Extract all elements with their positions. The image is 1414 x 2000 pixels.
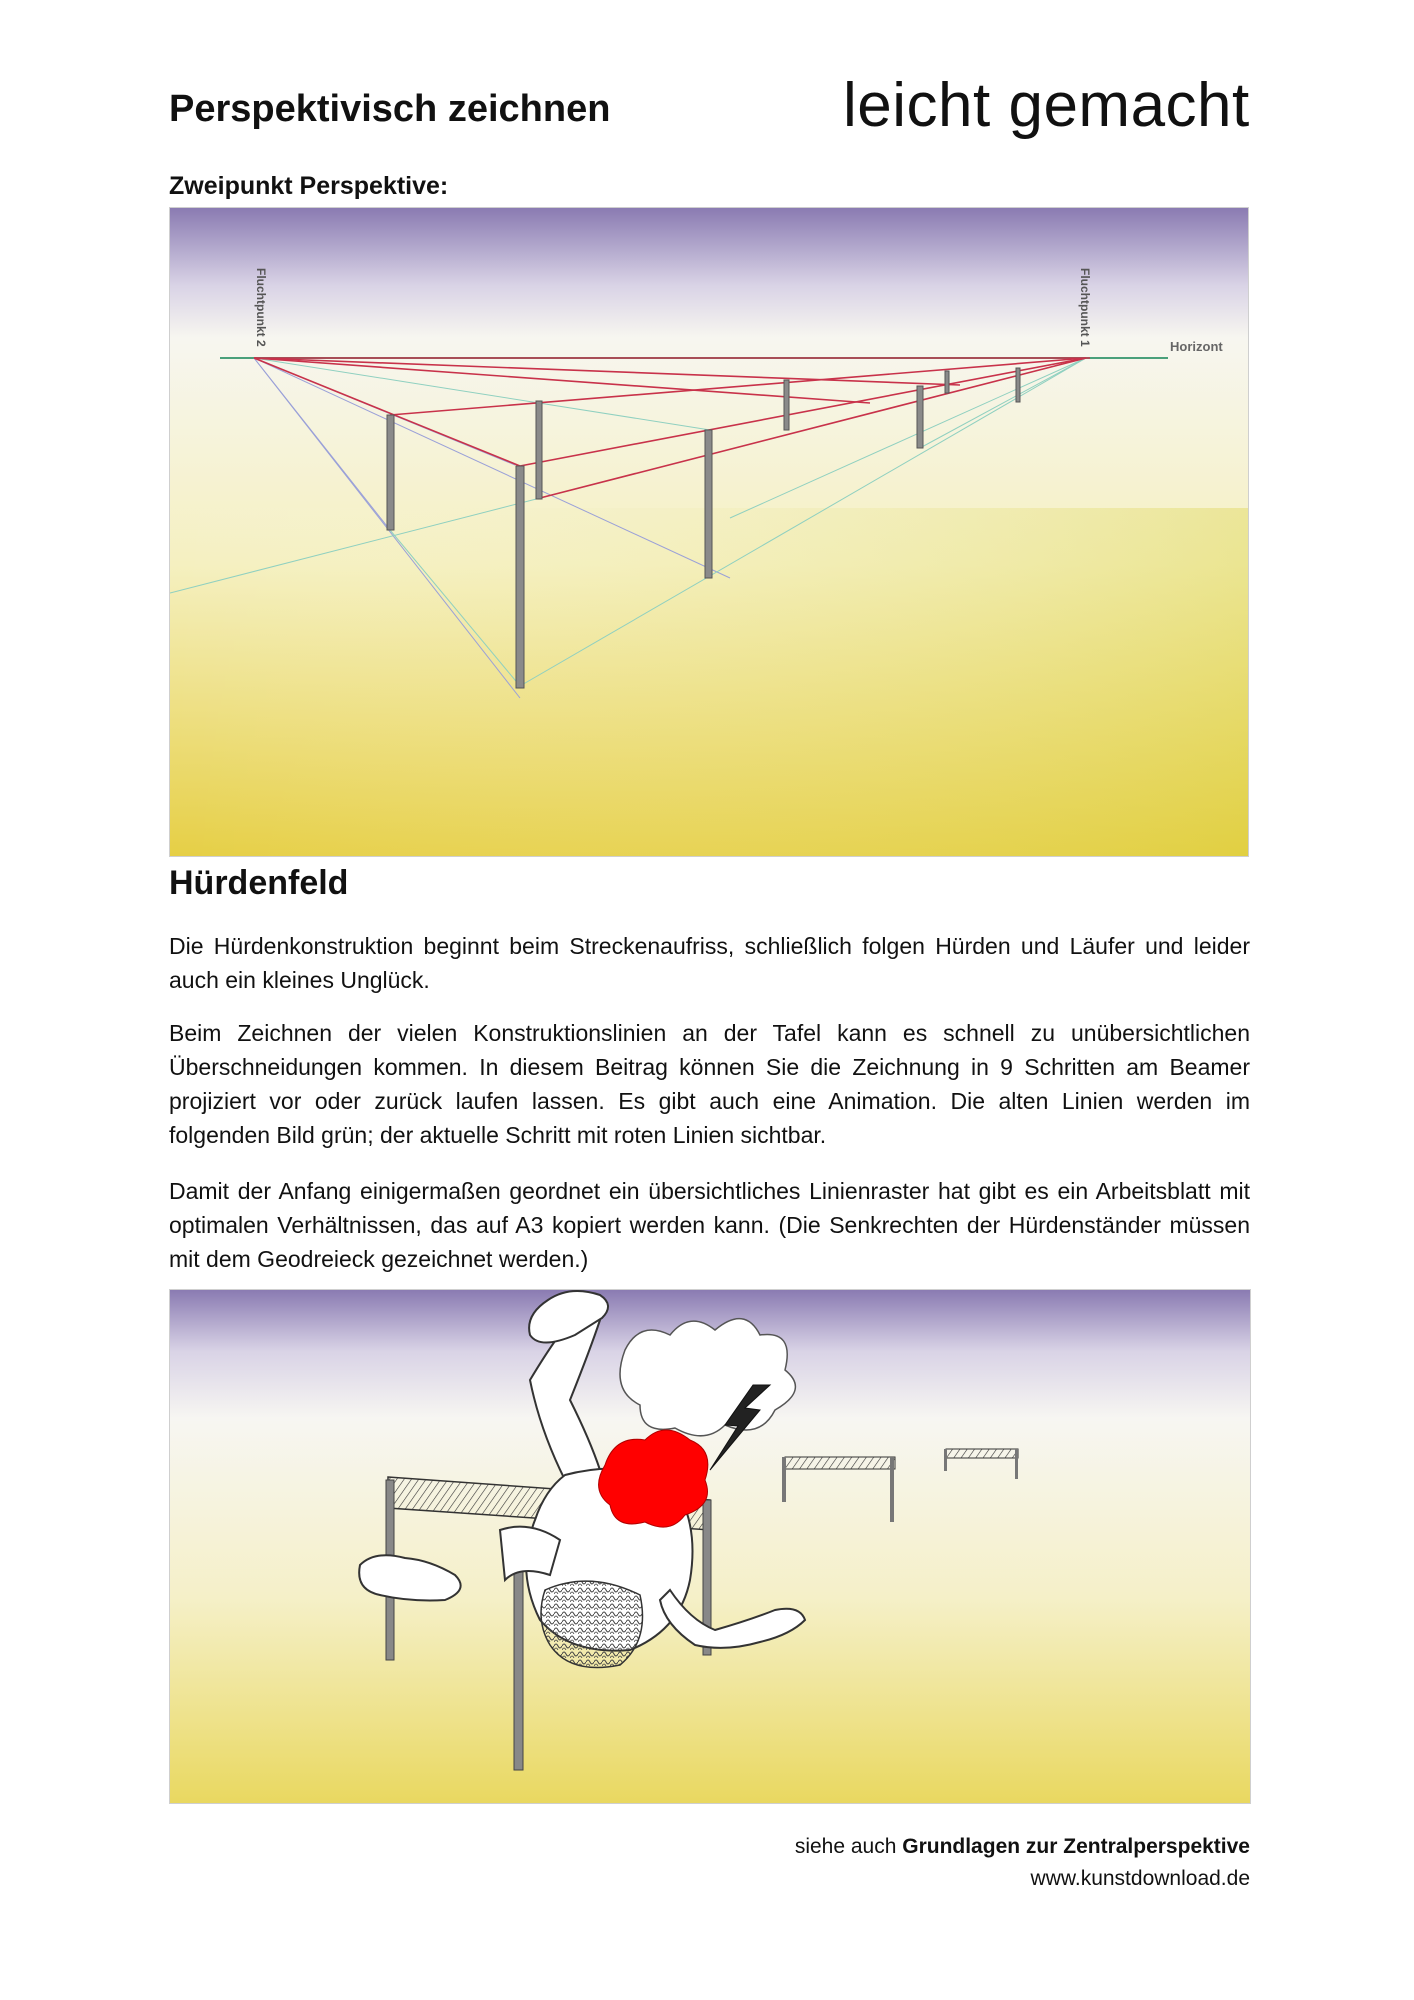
post bbox=[784, 380, 789, 430]
body-paragraph: Damit der Anfang einigermaßen geordnet ein übersichtliches Linienraster hat gibt es ein Arbeitsblatt mit optimalen Verhältnissen, das auf A3 kopiert werden kann. (Die Senkrechten der Hürdenständer müssen mit dem Geodreieck gezeichnet werden.) bbox=[169, 1178, 1250, 1272]
see-also-link[interactable]: Grundlagen zur Zentralperspektive bbox=[902, 1835, 1250, 1858]
post bbox=[516, 466, 524, 688]
body-paragraph: Die Hürdenkonstruktion beginnt beim Streckenaufriss, schließlich folgen Hürden und Läufer und leider auch ein kleines Unglück. bbox=[169, 933, 1250, 993]
page-tagline: leicht gemacht bbox=[843, 71, 1250, 140]
section-heading: Hürdenfeld bbox=[169, 864, 349, 902]
post bbox=[945, 371, 949, 393]
see-also-line bbox=[795, 1835, 1250, 1859]
post bbox=[536, 401, 542, 499]
body-paragraph: Beim Zeichnen der vielen Konstruktionslinien an der Tafel kann es schnell zu unübersichtlichen Überschneidungen kommen. In diesem Beitrag können Sie die Zeichnung in 9 Schritten am Beamer projiziert vor oder zurück laufen lassen. Es gibt auch eine Animation. Die alten Linien werden im folgenden Bild grün; der aktuelle Schritt mit roten Linien sichtbar. bbox=[169, 1020, 1250, 1148]
footer-url[interactable]: www.kunstdownload.de bbox=[1030, 1867, 1250, 1890]
vanishing-point-1-label: Fluchtpunkt 1 bbox=[1078, 268, 1092, 347]
dust-cloud bbox=[620, 1319, 795, 1436]
horizon-label: Horizont bbox=[1170, 339, 1223, 354]
page-title: Perspektivisch zeichnen bbox=[169, 88, 611, 130]
post bbox=[387, 415, 394, 530]
runner-lower-leg bbox=[500, 1527, 560, 1580]
figure-subtitle: Zweipunkt Perspektive: bbox=[169, 172, 449, 200]
post bbox=[917, 386, 923, 448]
perspective-construction-figure bbox=[169, 207, 1249, 857]
vanishing-point-2-label: Fluchtpunkt 2 bbox=[254, 268, 268, 347]
perspective-construction-svg bbox=[170, 208, 1248, 856]
see-also-prefix: siehe auch bbox=[794, 1835, 897, 1858]
hurdle-accident-svg bbox=[170, 1290, 1250, 1803]
post bbox=[705, 430, 712, 578]
post bbox=[1016, 368, 1020, 402]
hurdle-accident-illustration bbox=[169, 1289, 1251, 1804]
